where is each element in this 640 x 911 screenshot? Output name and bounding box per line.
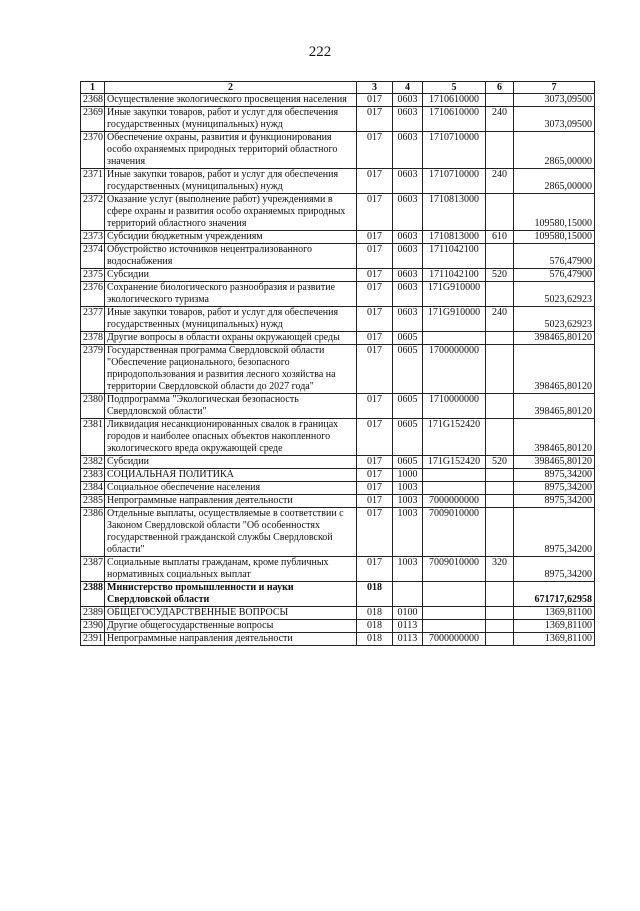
- row-number: 2388: [81, 582, 105, 607]
- row-code-3: 017: [357, 557, 393, 582]
- column-header: 3: [357, 82, 393, 94]
- table-row: [81, 194, 595, 231]
- row-amount: 5023,62923: [514, 307, 595, 332]
- row-code-4: 0605: [393, 419, 423, 456]
- row-number: 2391: [81, 633, 105, 646]
- table-row: [81, 244, 595, 269]
- row-code-4: 0605: [393, 456, 423, 469]
- row-code-6: 240: [486, 169, 514, 194]
- table-header-row: [81, 82, 595, 94]
- row-amount: 109580,15000: [514, 194, 595, 231]
- row-code-5: 1710610000: [423, 94, 486, 107]
- row-code-6: [486, 482, 514, 495]
- row-code-6: [486, 244, 514, 269]
- row-code-4: 1003: [393, 508, 423, 557]
- table-row: [81, 633, 595, 646]
- row-amount: 2865,00000: [514, 132, 595, 169]
- table-row: [81, 269, 595, 282]
- row-description: Иные закупки товаров, работ и услуг для обеспечения государственных (муниципальных) нужд: [105, 107, 357, 132]
- row-amount: 8975,34200: [514, 469, 595, 482]
- row-number: 2372: [81, 194, 105, 231]
- row-code-6: [486, 394, 514, 419]
- table-row: [81, 132, 595, 169]
- row-code-6: [486, 633, 514, 646]
- table-row: [81, 482, 595, 495]
- row-description: Социальные выплаты гражданам, кроме публичных нормативных социальных выплат: [105, 557, 357, 582]
- row-code-5: 1700000000: [423, 345, 486, 394]
- row-code-4: 0100: [393, 607, 423, 620]
- row-number: 2382: [81, 456, 105, 469]
- row-code-4: 0603: [393, 169, 423, 194]
- row-code-3: 017: [357, 107, 393, 132]
- row-code-3: 017: [357, 231, 393, 244]
- row-code-3: 017: [357, 469, 393, 482]
- row-description: Обеспечение охраны, развития и функционирования особо охраняемых природных территорий областного значения: [105, 132, 357, 169]
- row-code-6: 240: [486, 107, 514, 132]
- table-row: [81, 557, 595, 582]
- table-row: [81, 456, 595, 469]
- row-code-3: 017: [357, 244, 393, 269]
- row-code-5: [423, 607, 486, 620]
- row-code-6: 240: [486, 307, 514, 332]
- row-code-5: 1710710000: [423, 169, 486, 194]
- row-code-4: [393, 582, 423, 607]
- row-code-4: 0113: [393, 633, 423, 646]
- row-number: 2373: [81, 231, 105, 244]
- row-code-3: 018: [357, 582, 393, 607]
- row-code-6: [486, 495, 514, 508]
- row-code-3: 017: [357, 307, 393, 332]
- row-description: Другие вопросы в области охраны окружающей среды: [105, 332, 357, 345]
- row-amount: 2865,00000: [514, 169, 595, 194]
- row-amount: 5023,62923: [514, 282, 595, 307]
- row-code-5: 1710813000: [423, 194, 486, 231]
- row-code-4: 0603: [393, 244, 423, 269]
- row-code-3: 018: [357, 633, 393, 646]
- column-header: 5: [423, 82, 486, 94]
- row-description: Социальное обеспечение населения: [105, 482, 357, 495]
- row-description: Ликвидация несанкционированных свалок в границах городов и наиболее опасных объектов накопленного экологического вреда окружающей среде: [105, 419, 357, 456]
- row-amount: 398465,80120: [514, 419, 595, 456]
- row-code-6: [486, 282, 514, 307]
- row-amount: 576,47900: [514, 244, 595, 269]
- row-code-3: 017: [357, 345, 393, 394]
- row-code-5: 171G910000: [423, 307, 486, 332]
- row-code-4: 0603: [393, 269, 423, 282]
- column-header: 4: [393, 82, 423, 94]
- row-code-6: 520: [486, 456, 514, 469]
- row-code-5: [423, 469, 486, 482]
- row-number: 2377: [81, 307, 105, 332]
- row-code-6: [486, 469, 514, 482]
- row-code-6: [486, 132, 514, 169]
- column-header: 2: [105, 82, 357, 94]
- row-code-5: 7000000000: [423, 495, 486, 508]
- table-row: [81, 231, 595, 244]
- row-code-5: 1710710000: [423, 132, 486, 169]
- row-code-4: 0603: [393, 94, 423, 107]
- row-code-4: 0113: [393, 620, 423, 633]
- row-code-5: 7000000000: [423, 633, 486, 646]
- row-code-4: 0603: [393, 194, 423, 231]
- row-code-4: 1003: [393, 482, 423, 495]
- row-code-5: 1711042100: [423, 269, 486, 282]
- row-code-3: 017: [357, 194, 393, 231]
- row-code-3: 017: [357, 419, 393, 456]
- row-amount: 398465,80120: [514, 394, 595, 419]
- row-amount: 8975,34200: [514, 495, 595, 508]
- row-number: 2390: [81, 620, 105, 633]
- row-code-6: [486, 194, 514, 231]
- table-row: [81, 419, 595, 456]
- row-code-3: 018: [357, 607, 393, 620]
- row-code-4: 1003: [393, 495, 423, 508]
- row-amount: 8975,34200: [514, 557, 595, 582]
- row-code-5: [423, 620, 486, 633]
- row-code-6: [486, 582, 514, 607]
- row-description: Непрограммные направления деятельности: [105, 495, 357, 508]
- row-description: Иные закупки товаров, работ и услуг для обеспечения государственных (муниципальных) нужд: [105, 307, 357, 332]
- row-description: Отдельные выплаты, осуществляемые в соответствии с Законом Свердловской области "Об особенностях государственной гражданской службы Свердловской области": [105, 508, 357, 557]
- row-code-3: 017: [357, 269, 393, 282]
- table-row: [81, 332, 595, 345]
- table-row: [81, 169, 595, 194]
- row-description: Непрограммные направления деятельности: [105, 633, 357, 646]
- row-amount: 398465,80120: [514, 345, 595, 394]
- table-row: [81, 582, 595, 607]
- row-number: 2374: [81, 244, 105, 269]
- row-code-4: 0603: [393, 282, 423, 307]
- row-amount: 398465,80120: [514, 332, 595, 345]
- row-code-3: 017: [357, 132, 393, 169]
- row-description: ОБЩЕГОСУДАРСТВЕННЫЕ ВОПРОСЫ: [105, 607, 357, 620]
- page-number: 222: [308, 44, 332, 60]
- row-number: 2375: [81, 269, 105, 282]
- row-code-6: 320: [486, 557, 514, 582]
- row-number: 2370: [81, 132, 105, 169]
- row-code-6: [486, 419, 514, 456]
- table-row: [81, 607, 595, 620]
- row-code-3: 017: [357, 508, 393, 557]
- row-number: 2383: [81, 469, 105, 482]
- table-row: [81, 495, 595, 508]
- row-number: 2389: [81, 607, 105, 620]
- row-code-3: 017: [357, 169, 393, 194]
- row-code-5: [423, 332, 486, 345]
- row-code-6: 610: [486, 231, 514, 244]
- table-row: [81, 94, 595, 107]
- row-amount: 1369,81100: [514, 607, 595, 620]
- column-header: 7: [514, 82, 595, 94]
- row-code-4: 0603: [393, 231, 423, 244]
- row-number: 2380: [81, 394, 105, 419]
- row-code-4: 0603: [393, 307, 423, 332]
- row-description: Министерство промышленности и науки Свердловской области: [105, 582, 357, 607]
- row-code-3: 018: [357, 620, 393, 633]
- row-description: Оказание услуг (выполнение работ) учреждениями в сфере охраны и развития особо охраняемых природных территорий областного значения: [105, 194, 357, 231]
- row-code-3: 017: [357, 282, 393, 307]
- row-description: Государственная программа Свердловской области "Обеспечение рационального, безопасного природопользования и развития лесного хозяйства на территории Свердловской области до 2027 года": [105, 345, 357, 394]
- row-code-5: 1710610000: [423, 107, 486, 132]
- row-number: 2379: [81, 345, 105, 394]
- row-number: 2368: [81, 94, 105, 107]
- budget-table: [80, 81, 595, 646]
- row-description: Подпрограмма "Экологическая безопасность Свердловской области": [105, 394, 357, 419]
- row-number: 2371: [81, 169, 105, 194]
- table-row: [81, 282, 595, 307]
- row-amount: 671717,62958: [514, 582, 595, 607]
- row-number: 2376: [81, 282, 105, 307]
- row-code-6: [486, 94, 514, 107]
- row-code-4: 1003: [393, 557, 423, 582]
- row-code-3: 017: [357, 495, 393, 508]
- row-code-3: 017: [357, 332, 393, 345]
- table-row: [81, 508, 595, 557]
- table-row: [81, 307, 595, 332]
- row-description: Осуществление экологического просвещения населения: [105, 94, 357, 107]
- table-row: [81, 469, 595, 482]
- row-code-5: 1710813000: [423, 231, 486, 244]
- row-description: Другие общегосударственные вопросы: [105, 620, 357, 633]
- row-description: Сохранение биологического разнообразия и развитие экологического туризма: [105, 282, 357, 307]
- row-description: Субсидии: [105, 269, 357, 282]
- row-code-5: 1710000000: [423, 394, 486, 419]
- row-amount: 398465,80120: [514, 456, 595, 469]
- row-code-6: [486, 508, 514, 557]
- row-amount: 3073,09500: [514, 107, 595, 132]
- row-code-4: 1000: [393, 469, 423, 482]
- row-number: 2387: [81, 557, 105, 582]
- row-code-5: 7009010000: [423, 557, 486, 582]
- row-description: Обустройство источников нецентрализованного водоснабжения: [105, 244, 357, 269]
- row-code-5: 7009010000: [423, 508, 486, 557]
- row-code-4: 0605: [393, 394, 423, 419]
- row-code-6: [486, 607, 514, 620]
- row-code-3: 017: [357, 456, 393, 469]
- row-code-3: 017: [357, 94, 393, 107]
- row-amount: 109580,15000: [514, 231, 595, 244]
- row-amount: 576,47900: [514, 269, 595, 282]
- row-description: СОЦИАЛЬНАЯ ПОЛИТИКА: [105, 469, 357, 482]
- row-code-5: [423, 482, 486, 495]
- row-amount: 8975,34200: [514, 482, 595, 495]
- row-code-4: 0605: [393, 345, 423, 394]
- row-number: 2386: [81, 508, 105, 557]
- row-code-6: [486, 332, 514, 345]
- table-row: [81, 345, 595, 394]
- column-header: 6: [486, 82, 514, 94]
- row-code-5: [423, 582, 486, 607]
- row-code-3: 017: [357, 394, 393, 419]
- row-code-5: 171G152420: [423, 456, 486, 469]
- row-number: 2378: [81, 332, 105, 345]
- row-amount: 1369,81100: [514, 633, 595, 646]
- row-description: Субсидии: [105, 456, 357, 469]
- row-amount: 3073,09500: [514, 94, 595, 107]
- row-code-6: [486, 345, 514, 394]
- row-code-4: 0603: [393, 132, 423, 169]
- row-code-5: 171G152420: [423, 419, 486, 456]
- row-code-4: 0605: [393, 332, 423, 345]
- row-number: 2384: [81, 482, 105, 495]
- row-code-4: 0603: [393, 107, 423, 132]
- row-description: Субсидии бюджетным учреждениям: [105, 231, 357, 244]
- row-code-6: 520: [486, 269, 514, 282]
- table-row: [81, 394, 595, 419]
- row-amount: 8975,34200: [514, 508, 595, 557]
- row-code-6: [486, 620, 514, 633]
- column-header: 1: [81, 82, 105, 94]
- row-code-5: 171G910000: [423, 282, 486, 307]
- row-number: 2381: [81, 419, 105, 456]
- row-number: 2369: [81, 107, 105, 132]
- table-row: [81, 107, 595, 132]
- row-code-5: 1711042100: [423, 244, 486, 269]
- row-amount: 1369,81100: [514, 620, 595, 633]
- row-description: Иные закупки товаров, работ и услуг для обеспечения государственных (муниципальных) нужд: [105, 169, 357, 194]
- table-row: [81, 620, 595, 633]
- row-number: 2385: [81, 495, 105, 508]
- row-code-3: 017: [357, 482, 393, 495]
